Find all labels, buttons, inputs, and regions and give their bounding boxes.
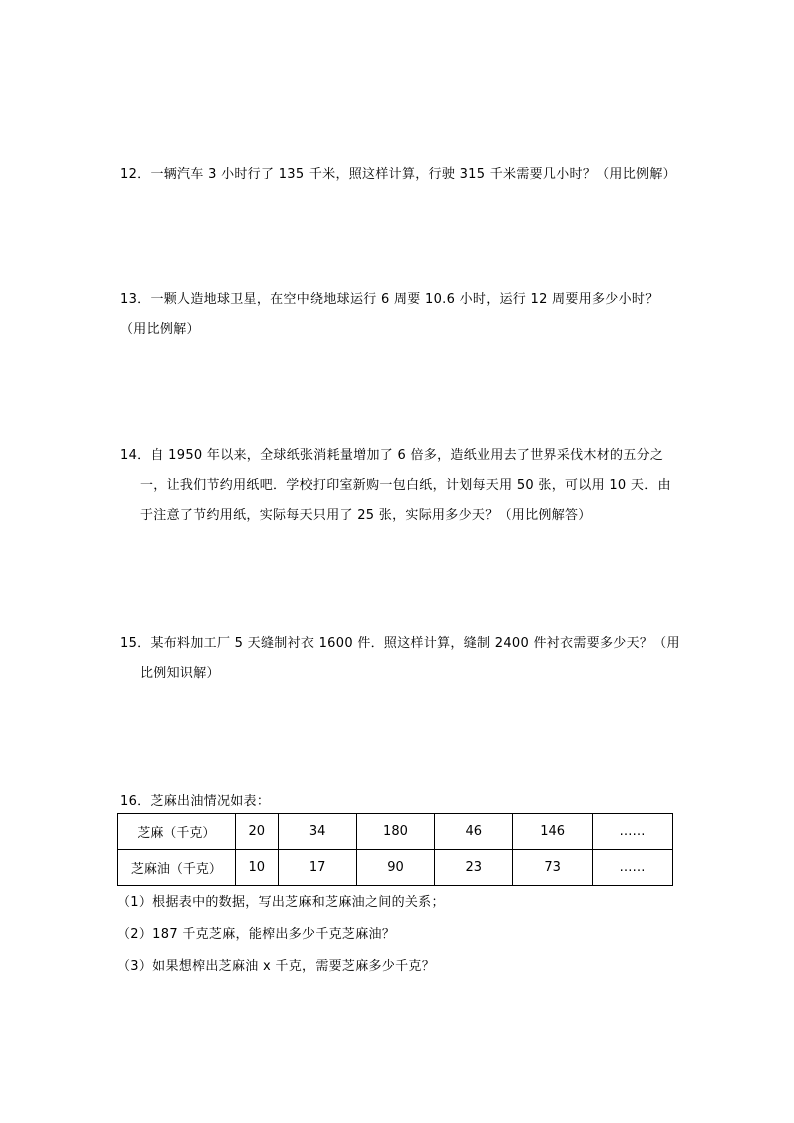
question-12-text: 12．一辆汽车 3 小时行了 135 千米，照这样计算，行驶 315 千米需要几小时？（用比例解）	[120, 167, 676, 182]
table-cell: 73	[513, 850, 593, 886]
table-cell: ……	[593, 814, 673, 850]
question-14-line-1: 14．自 1950 年以来，全球纸张消耗量增加了 6 倍多，造纸业用去了世界采伐木材的五分之	[120, 448, 664, 463]
table-cell: ……	[593, 850, 673, 886]
question-16-text: 16．芝麻出油情况如表：	[120, 794, 271, 809]
question-14-line-2: 一，让我们节约用纸吧．学校打印室新购一包白纸，计划每天用 50 张，可以用 10 天．由	[140, 478, 671, 493]
question-15	[120, 629, 680, 689]
sesame-oil-table	[117, 813, 673, 886]
table-row-sesame-oil	[118, 850, 673, 886]
question-14-line-3: 于注意了节约用纸，实际每天只用了 25 张，实际用多少天？（用比例解答）	[140, 508, 592, 523]
table-cell: 20	[235, 814, 278, 850]
table-row-label: 芝麻（千克）	[118, 814, 236, 850]
subquestion-3: （3）如果想榨出芝麻油 x 千克，需要芝麻多少千克？	[117, 959, 436, 974]
question-12	[120, 160, 680, 190]
table-cell: 10	[235, 850, 278, 886]
table-cell: 46	[435, 814, 513, 850]
table-cell: 23	[435, 850, 513, 886]
question-15-line-1: 15．某布料加工厂 5 天缝制衬衣 1600 件．照这样计算，缝制 2400 件衬衣需要多少天？（用	[120, 636, 680, 651]
question-13	[120, 285, 680, 345]
question-13-line-2: （用比例解）	[120, 322, 200, 337]
table-cell: 180	[356, 814, 435, 850]
subquestion-1: （1）根据表中的数据，写出芝麻和芝麻油之间的关系；	[117, 895, 445, 910]
question-15-line-2: 比例知识解）	[140, 666, 220, 681]
table-cell: 34	[278, 814, 356, 850]
table-row-label: 芝麻油（千克）	[118, 850, 236, 886]
question-13-line-1: 13．一颗人造地球卫星，在空中绕地球运行 6 周要 10.6 小时，运行 12 周要用多少小时？	[120, 292, 659, 307]
table-row-sesame	[118, 814, 673, 850]
table-cell: 17	[278, 850, 356, 886]
subquestion-2: （2）187 千克芝麻，能榨出多少千克芝麻油？	[117, 927, 396, 942]
question-14	[120, 441, 680, 531]
table-cell: 146	[513, 814, 593, 850]
table-cell: 90	[356, 850, 435, 886]
